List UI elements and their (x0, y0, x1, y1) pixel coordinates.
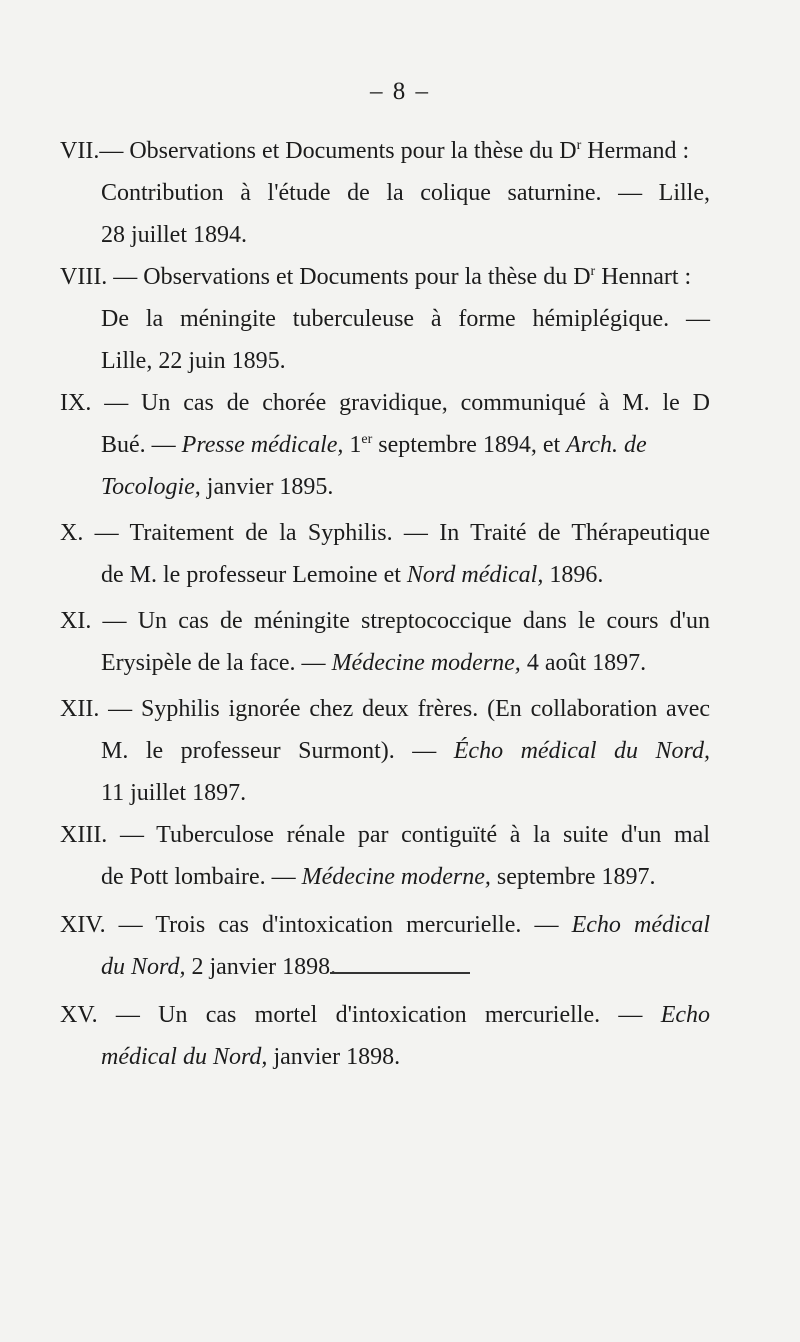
entry-line (60, 946, 710, 988)
entry-text: Erysipèle de la face. — (101, 650, 332, 676)
entry-text: VIII. — Observations et Documents pour la thèse du D (60, 264, 591, 290)
entry-text: 1896. (543, 562, 604, 588)
journal-title: Médecine moderne, (331, 650, 521, 676)
entry-text: de Pott lombaire. — (101, 864, 302, 890)
entry-line: IX. — Un cas de chorée gravidique, communiqué à M. le D (60, 390, 710, 416)
entry-line: X. — Traitement de la Syphilis. — In Traité de Thérapeutique (60, 520, 710, 546)
entry-line (60, 256, 710, 298)
entry-text: septembre 1897. (490, 864, 656, 890)
publication-entry-vii (60, 130, 710, 256)
entry-text: 4 août 1897. (520, 650, 647, 676)
entry-line (60, 1036, 710, 1078)
journal-title: Médecine moderne, (301, 864, 491, 890)
journal-title: Arch. de (566, 432, 647, 458)
entry-line: XIII. — Tuberculose rénale par contiguïté à la suite d'un mal (60, 822, 710, 848)
entry-text: janvier 1895. (200, 474, 334, 500)
entry-line (60, 130, 710, 172)
entry-line: 11 juillet 1897. (101, 780, 247, 806)
entry-line: Lille, 22 juin 1895. (101, 348, 286, 374)
journal-title: du Nord, (101, 954, 186, 980)
entry-line (60, 466, 710, 508)
entry-line (60, 904, 710, 946)
publication-entry-xv (60, 994, 710, 1078)
page-number: – 8 – (370, 78, 430, 105)
entry-text: XIV. — Trois cas d'intoxication mercurielle. — (60, 912, 572, 938)
entry-text: 2 janvier 1898. (185, 954, 337, 980)
publication-entry-x (60, 512, 710, 596)
entry-text: Bué. — (101, 432, 182, 458)
entry-line (60, 994, 710, 1036)
entry-line (60, 642, 710, 684)
journal-title: Presse médicale, (181, 432, 344, 458)
publication-entry-xii (60, 688, 710, 814)
superscript: r (576, 138, 582, 153)
publication-entry-xi (60, 600, 710, 684)
entry-text: VII.— Observations et Documents pour la thèse du D (60, 138, 577, 164)
entry-text: 1 (343, 432, 362, 458)
entry-text: Hermand : (581, 138, 690, 164)
entry-line (60, 856, 710, 898)
superscript: er (361, 432, 373, 447)
journal-title: Écho médical du Nord, (453, 738, 710, 764)
entry-text: de M. le professeur Lemoine et (101, 562, 407, 588)
entry-line (60, 424, 710, 466)
entry-line: XII. — Syphilis ignorée chez deux frères. (En collaboration avec (60, 696, 710, 722)
entry-text: M. le professeur Surmont). — (101, 738, 454, 764)
publication-entry-ix (60, 382, 710, 508)
publication-entry-xiv (60, 904, 710, 988)
publication-entry-viii (60, 256, 710, 382)
entry-line: 28 juillet 1894. (101, 222, 247, 248)
entry-line (60, 730, 710, 772)
entry-text: janvier 1898. (267, 1044, 401, 1070)
entry-text: Hennart : (595, 264, 692, 290)
entry-text: septembre 1894, et (372, 432, 567, 458)
entry-text: XV. — Un cas mortel d'intoxication mercurielle. — (60, 1002, 661, 1028)
journal-title: médical du Nord, (101, 1044, 268, 1070)
entry-line: XI. — Un cas de méningite streptococcique dans le cours d'un (60, 608, 710, 634)
journal-title: Echo médical (571, 912, 710, 938)
entry-line: Contribution à l'étude de la colique saturnine. — Lille, (101, 180, 710, 206)
publication-entry-xiii (60, 814, 710, 898)
entry-line: De la méningite tuberculeuse à forme hémiplégique. — (101, 306, 710, 332)
journal-title: Echo (660, 1002, 710, 1028)
superscript: r (590, 264, 596, 279)
section-divider (330, 972, 470, 974)
journal-title: Tocologie, (101, 474, 201, 500)
entry-line (60, 554, 710, 596)
journal-title: Nord médical, (406, 562, 544, 588)
